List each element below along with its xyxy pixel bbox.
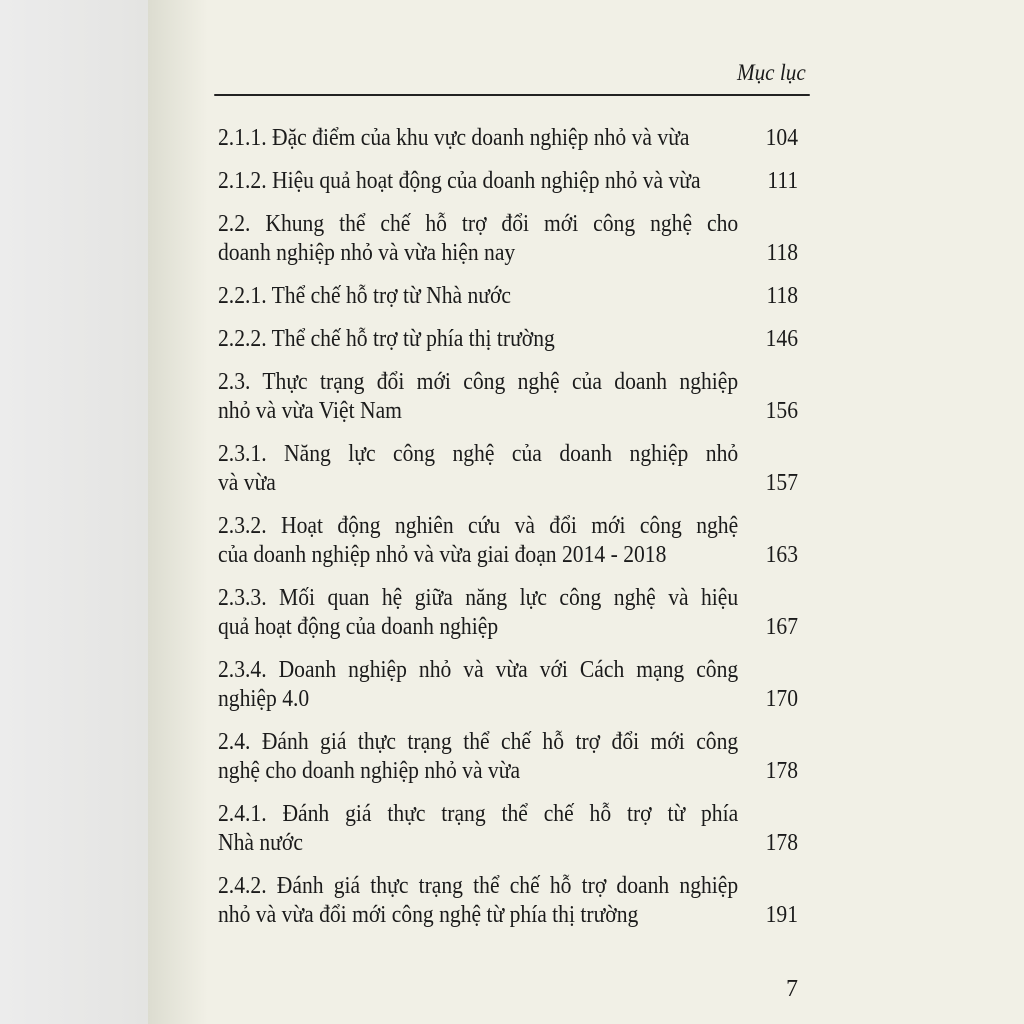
toc-entry-title-line: của doanh nghiệp nhỏ và vừa giai đoạn 2014 - 2018 [218,542,667,568]
toc-entry-page: 118 [766,283,798,309]
toc-entry-page: 157 [765,470,798,496]
header-rule [214,94,810,96]
toc-entry-title-line: 2.4. Đánh giá thực trạng thể chế hỗ trợ đổi mới công [218,729,739,755]
toc-entry-title-line: 2.3.1. Năng lực công nghệ của doanh nghiệp nhỏ [218,441,739,467]
toc-entry-page: 167 [765,614,798,640]
toc-entry-title-line: doanh nghiệp nhỏ và vừa hiện nay [218,240,516,266]
toc-entry-title-line: 2.3.2. Hoạt động nghiên cứu và đổi mới công nghệ [218,513,739,539]
toc-entry-page: 111 [767,168,798,194]
toc-entry-title-line: nhỏ và vừa Việt Nam [218,398,402,424]
page-gutter-shadow [148,0,208,1024]
table-of-contents [218,124,798,944]
toc-entry-title-line: 2.4.1. Đánh giá thực trạng thể chế hỗ trợ từ phía [218,801,739,827]
toc-entry [218,210,798,268]
toc-entry-title-line: và vừa [218,470,276,496]
toc-entry-title-line: 2.3.4. Doanh nghiệp nhỏ và vừa với Cách mạng công [218,657,739,683]
toc-entry-title-line: Nhà nước [218,830,303,856]
page-number: 7 [786,976,798,1002]
toc-entry [218,584,798,642]
toc-entry-title-line: 2.3.3. Mối quan hệ giữa năng lực công nghệ và hiệu [218,585,739,611]
toc-entry [218,512,798,570]
toc-entry-title-line: nghệ cho doanh nghiệp nhỏ và vừa [218,758,521,784]
toc-entry-title-line: quả hoạt động của doanh nghiệp [218,614,499,640]
toc-entry [218,656,798,714]
toc-entry [218,440,798,498]
toc-entry-title-line: nghiệp 4.0 [218,686,310,712]
toc-entry-title-line: 2.2.2. Thể chế hỗ trợ từ phía thị trường [218,326,555,352]
toc-entry-page: 104 [765,125,798,151]
toc-entry-page: 163 [765,542,798,568]
toc-entry-title-line: 2.1.1. Đặc điểm của khu vực doanh nghiệp nhỏ và vừa [218,125,690,151]
toc-entry-page: 156 [765,398,798,424]
toc-entry [218,282,798,311]
toc-entry [218,800,798,858]
toc-entry [218,167,798,196]
toc-entry-page: 118 [766,240,798,266]
toc-entry [218,124,798,153]
toc-entry-title-line: 2.3. Thực trạng đổi mới công nghệ của doanh nghiệp [218,369,739,395]
toc-entry [218,368,798,426]
toc-entry-title-line: 2.2. Khung thể chế hỗ trợ đổi mới công nghệ cho [218,211,739,237]
toc-entry-title-line: 2.2.1. Thể chế hỗ trợ từ Nhà nước [218,283,511,309]
toc-entry [218,872,798,930]
toc-entry-title-line: nhỏ và vừa đổi mới công nghệ từ phía thị trường [218,902,639,928]
running-header-title: Mục lục [737,60,806,85]
toc-entry [218,325,798,354]
toc-entry-title-line: 2.4.2. Đánh giá thực trạng thể chế hỗ trợ doanh nghiệp [218,873,739,899]
toc-entry-title-line: 2.1.2. Hiệu quả hoạt động của doanh nghiệp nhỏ và vừa [218,168,701,194]
toc-entry-page: 178 [765,830,798,856]
toc-entry-page: 146 [765,326,798,352]
toc-entry-page: 178 [765,758,798,784]
toc-entry-page: 170 [765,686,798,712]
toc-entry-page: 191 [765,902,798,928]
toc-entry [218,728,798,786]
scan-margin [0,0,148,1024]
